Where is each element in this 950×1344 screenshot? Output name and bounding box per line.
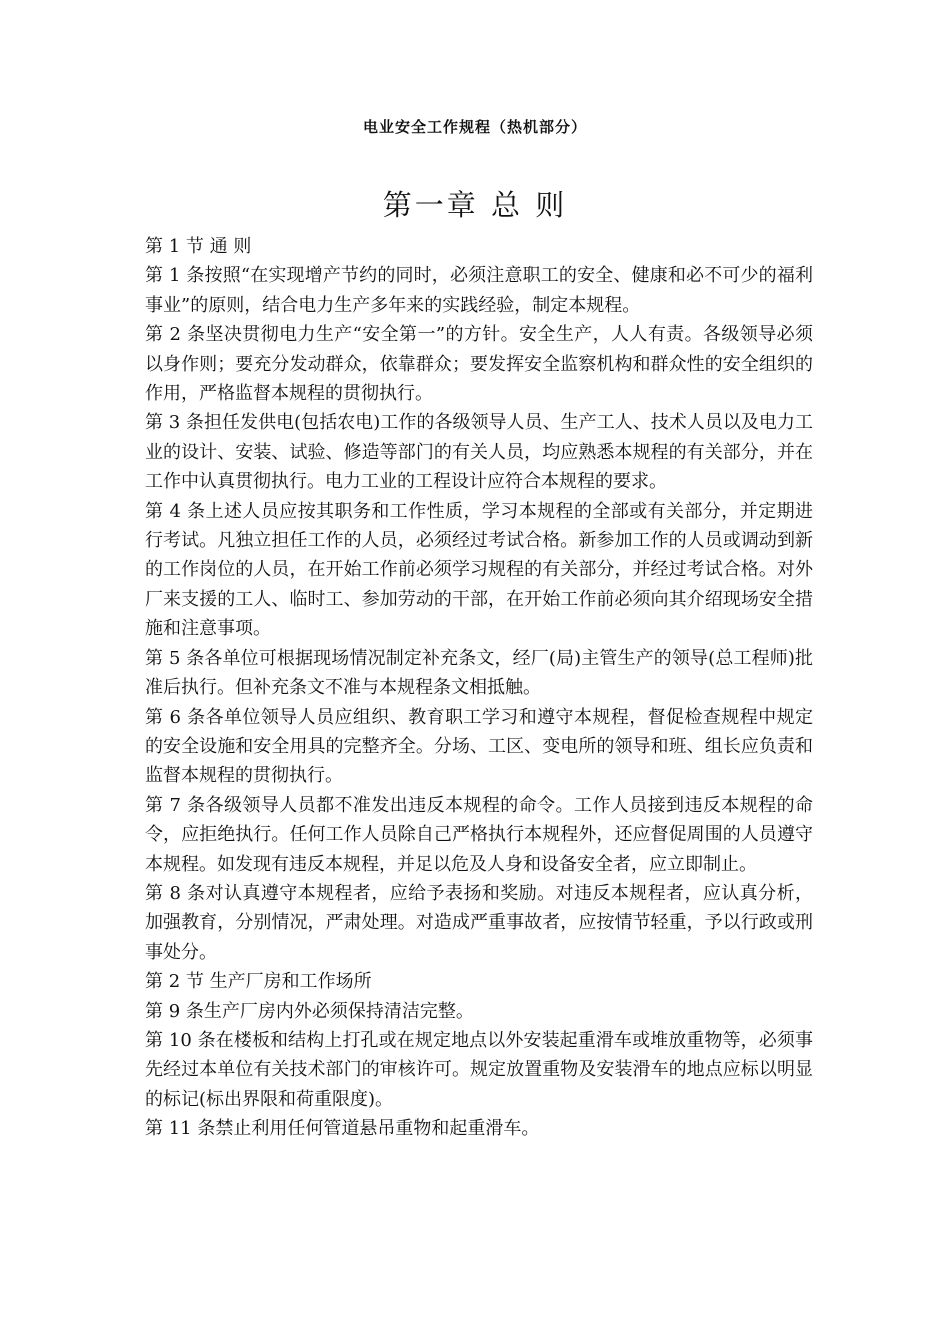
article-7: 第 7 条各级领导人员都不准发出违反本规程的命令。工作人员接到违反本规程的命令，应拒绝执行。任何工作人员除自己严格执行本规程外，还应督促周围的人员遵守本规程。如发现有违反本规程，并足以危及人身和设备安全者，应立即制止。 — [145, 794, 813, 875]
section-heading-1: 第 1 节 通 则 — [145, 236, 252, 257]
article-6: 第 6 条各单位领导人员应组织、教育职工学习和遵守本规程，督促检查规程中规定的安全设施和安全用具的完整齐全。分场、工区、变电所的领导和班、组长应负责和监督本规程的贯彻执行。 — [145, 706, 813, 787]
section-heading-2: 第 2 节 生产厂房和工作场所 — [145, 971, 372, 993]
chapter-title: 第一章 总 则 — [382, 188, 568, 222]
article-11: 第 11 条禁止利用任何管道悬吊重物和起重滑车。 — [145, 1118, 540, 1140]
article-4: 第 4 条上述人员应按其职务和工作性质，学习本规程的全部或有关部分，并定期进行考试。凡独立担任工作的人员，必须经过考试合格。新参加工作的人员或调动到新的工作岗位的人员，在开始工作前必须学习规程的有关部分，并经过考试合格。对外厂来支援的工人、临时工、参加劳动的干部，在开始工作前必须向其介绍现场安全措施和注意事项。 — [145, 500, 813, 640]
article-1: 第 1 条按照“在实现增产节约的同时，必须注意职工的安全、健康和必不可少的福利事业”的原则，结合电力生产多年来的实践经验，制定本规程。 — [145, 265, 813, 316]
article-5: 第 5 条各单位可根据现场情况制定补充条文，经厂(局)主管生产的领导(总工程师)批准后执行。但补充条文不准与本规程条文相抵触。 — [145, 647, 813, 699]
article-10: 第 10 条在楼板和结构上打孔或在规定地点以外安装起重滑车或堆放重物等，必须事先经过本单位有关技术部门的审核许可。规定放置重物及安装滑车的地点应标以明显的标记(标出界限和荷重限度)。 — [145, 1029, 813, 1110]
document-body — [145, 232, 813, 1144]
article-2: 第 2 条坚决贯彻电力生产“安全第一”的方针。安全生产，人人有责。各级领导必须以身作则；要充分发动群众，依靠群众；要发挥安全监察机构和群众性的安全组织的作用，严格监督本规程的贯彻执行。 — [145, 324, 813, 405]
article-9: 第 9 条生产厂房内外必须保持清洁完整。 — [145, 1000, 474, 1022]
article-3: 第 3 条担任发供电(包括农电)工作的各级领导人员、生产工人、技术人员以及电力工业的设计、安装、试验、修造等部门的有关人员，均应熟悉本规程的有关部分，并在工作中认真贯彻执行。电力工业的工程设计应符合本规程的要求。 — [145, 412, 813, 493]
document-title: 电业安全工作规程（热机部分） — [362, 118, 587, 136]
article-8: 第 8 条对认真遵守本规程者，应给予表扬和奖励。对违反本规程者，应认真分析，加强教育，分别情况，严肃处理。对造成严重事故者，应按情节轻重，予以行政或刑事处分。 — [145, 882, 813, 963]
